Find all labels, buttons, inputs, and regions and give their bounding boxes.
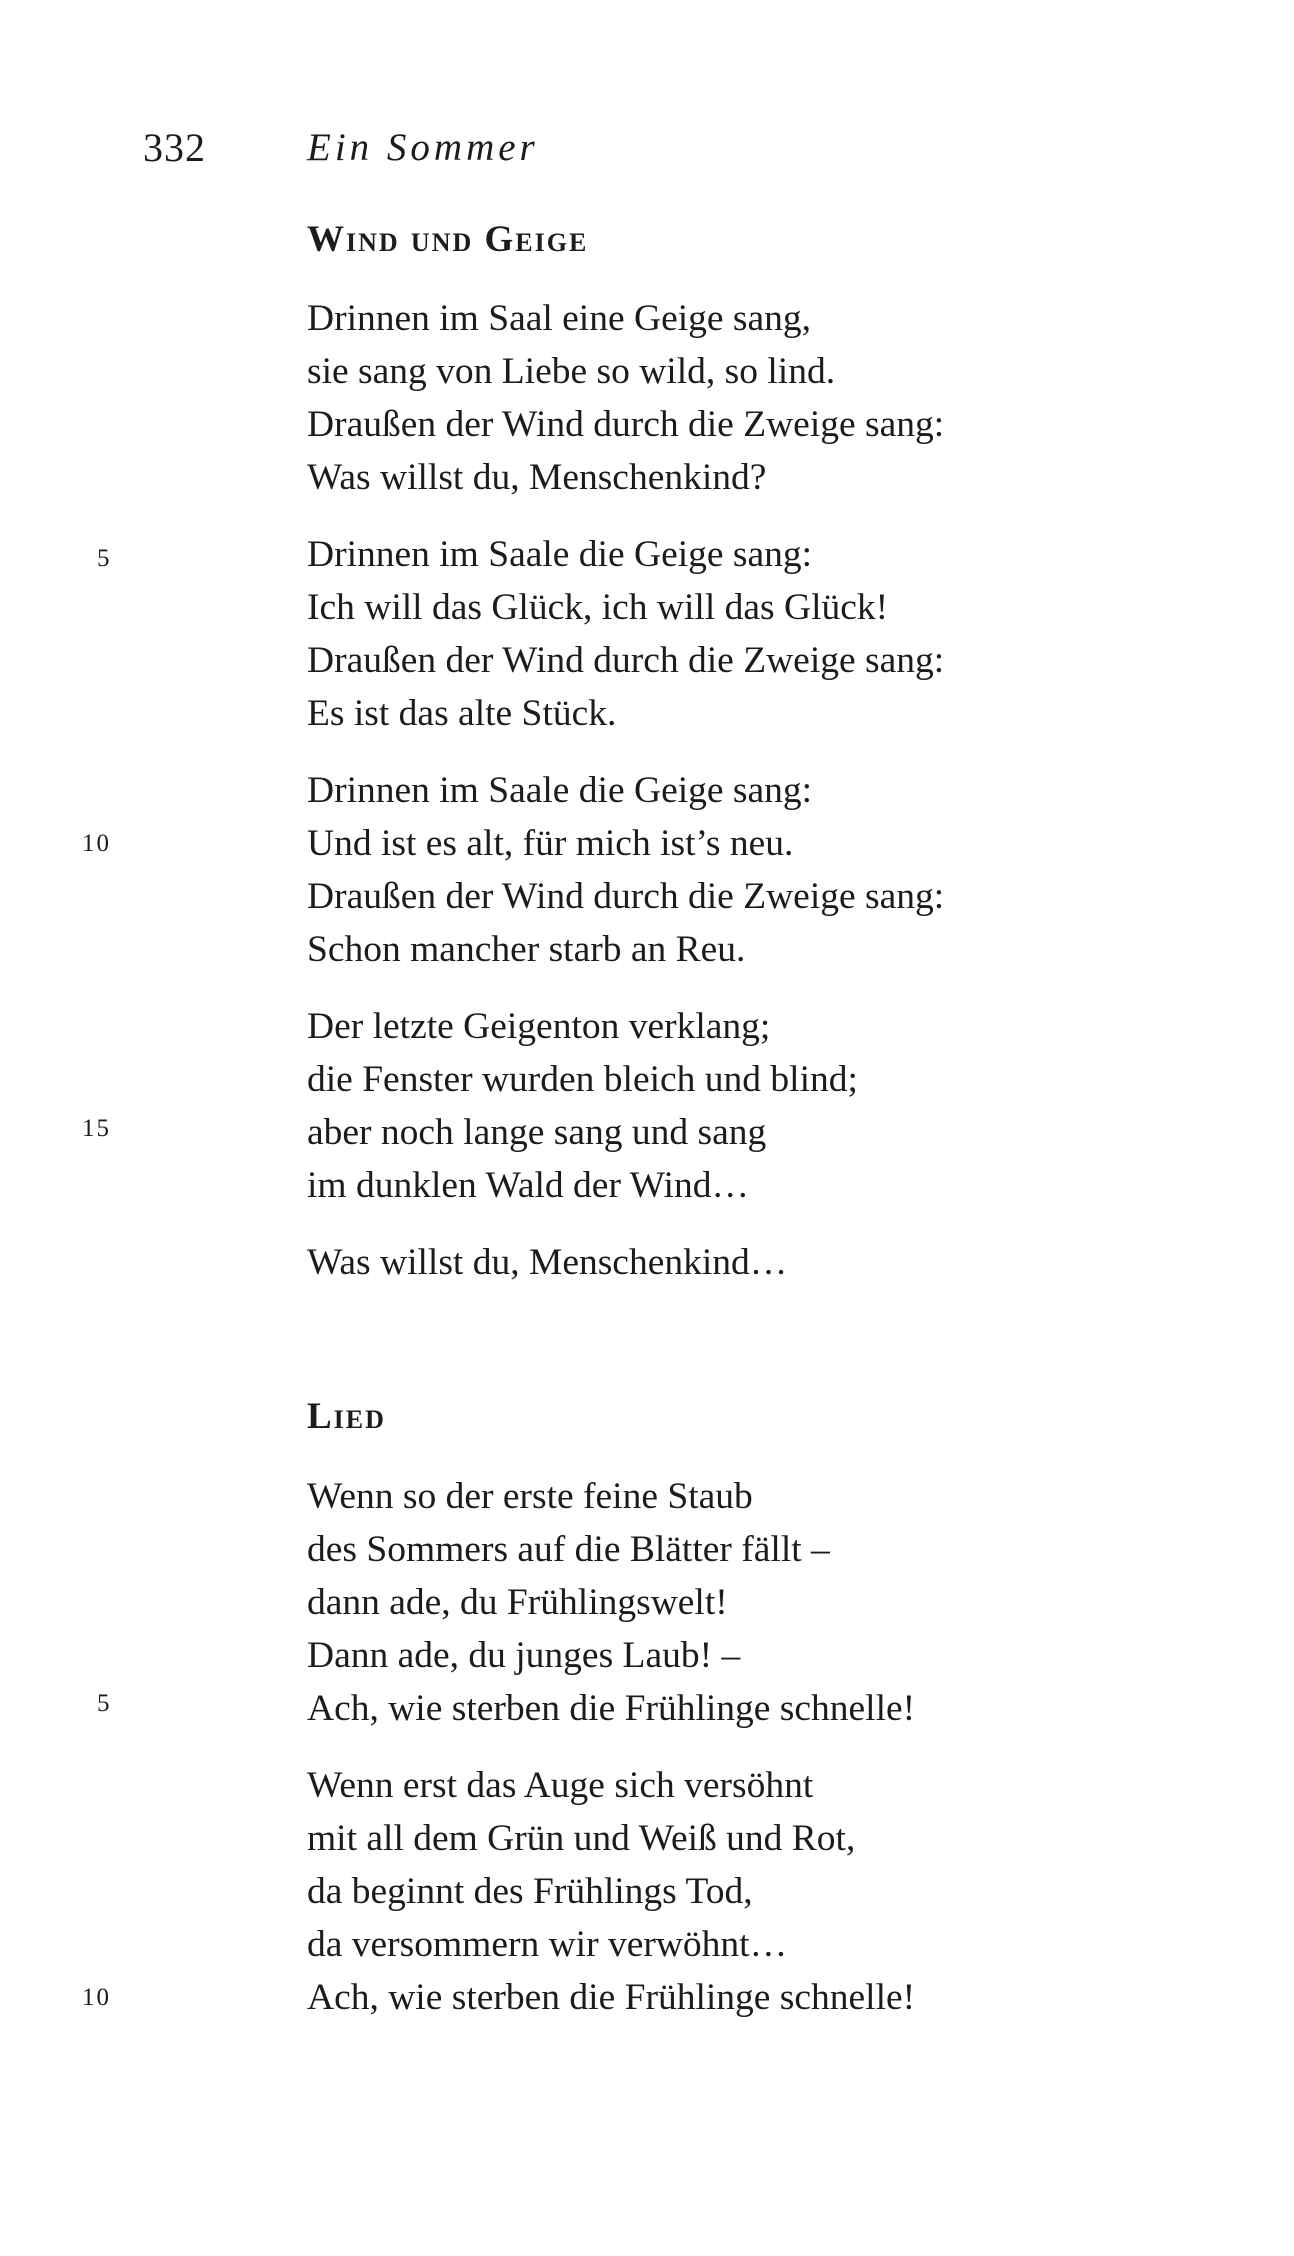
stanza <box>307 528 944 740</box>
verse-line: Dann ade, du junges Laub! – <box>307 1635 741 1676</box>
stanza <box>307 1000 944 1212</box>
stanza <box>307 764 944 976</box>
verse-line: Wenn so der erste feine Staub <box>307 1476 753 1517</box>
verse-line: mit all dem Grün und Weiß und Rot, <box>307 1818 856 1859</box>
line-number: 5 <box>97 1690 112 1717</box>
line-number: 5 <box>97 545 112 572</box>
poem-wind-und-geige <box>307 210 944 1289</box>
line-number: 15 <box>82 1115 111 1142</box>
verse-line: Ach, wie sterben die Frühlinge schnelle! <box>307 1977 916 2018</box>
verse-line: da versommern wir verwöhnt… <box>307 1924 788 1965</box>
verse-line: Ach, wie sterben die Frühlinge schnelle! <box>307 1688 916 1729</box>
verse-line: des Sommers auf die Blätter fällt – <box>307 1529 830 1570</box>
page-number: 332 <box>143 125 206 170</box>
poem-title: Lied <box>307 1396 386 1437</box>
stanza <box>307 292 944 504</box>
verse-line: im dunklen Wald der Wind… <box>307 1165 749 1206</box>
poem-title: Wind und Geige <box>307 219 589 260</box>
verse-line: Es ist das alte Stück. <box>307 693 617 734</box>
stanza <box>307 1470 915 1735</box>
verse-line: Draußen der Wind durch die Zweige sang: <box>307 404 945 445</box>
verse-line: Drinnen im Saale die Geige sang: <box>307 770 813 811</box>
verse-line: aber noch lange sang und sang <box>307 1112 767 1153</box>
verse-line: Draußen der Wind durch die Zweige sang: <box>307 640 945 681</box>
line-number: 10 <box>82 830 111 857</box>
verse-line: Wenn erst das Auge sich versöhnt <box>307 1765 814 1806</box>
verse-line: Schon mancher starb an Reu. <box>307 929 746 970</box>
verse-line: dann ade, du Frühlingswelt! <box>307 1582 728 1623</box>
running-title: Ein Sommer <box>307 126 539 169</box>
verse-line: Was willst du, Menschenkind… <box>307 1242 788 1283</box>
verse-line: da beginnt des Frühlings Tod, <box>307 1871 753 1912</box>
stanza <box>307 1759 915 2024</box>
verse-line: sie sang von Liebe so wild, so lind. <box>307 351 836 392</box>
verse-line: Ich will das Glück, ich will das Glück! <box>307 587 889 628</box>
verse-line: Drinnen im Saale die Geige sang: <box>307 534 813 575</box>
verse-line: Drinnen im Saal eine Geige sang, <box>307 298 812 339</box>
verse-line: Was willst du, Menschenkind? <box>307 457 767 498</box>
verse-line: Draußen der Wind durch die Zweige sang: <box>307 876 945 917</box>
line-number: 10 <box>82 1984 111 2011</box>
stanza <box>307 1236 944 1289</box>
verse-line: die Fenster wurden bleich und blind; <box>307 1059 858 1100</box>
verse-line: Und ist es alt, für mich ist’s neu. <box>307 823 794 864</box>
verse-line: Der letzte Geigenton verklang; <box>307 1006 771 1047</box>
poem-lied <box>307 1387 915 2024</box>
